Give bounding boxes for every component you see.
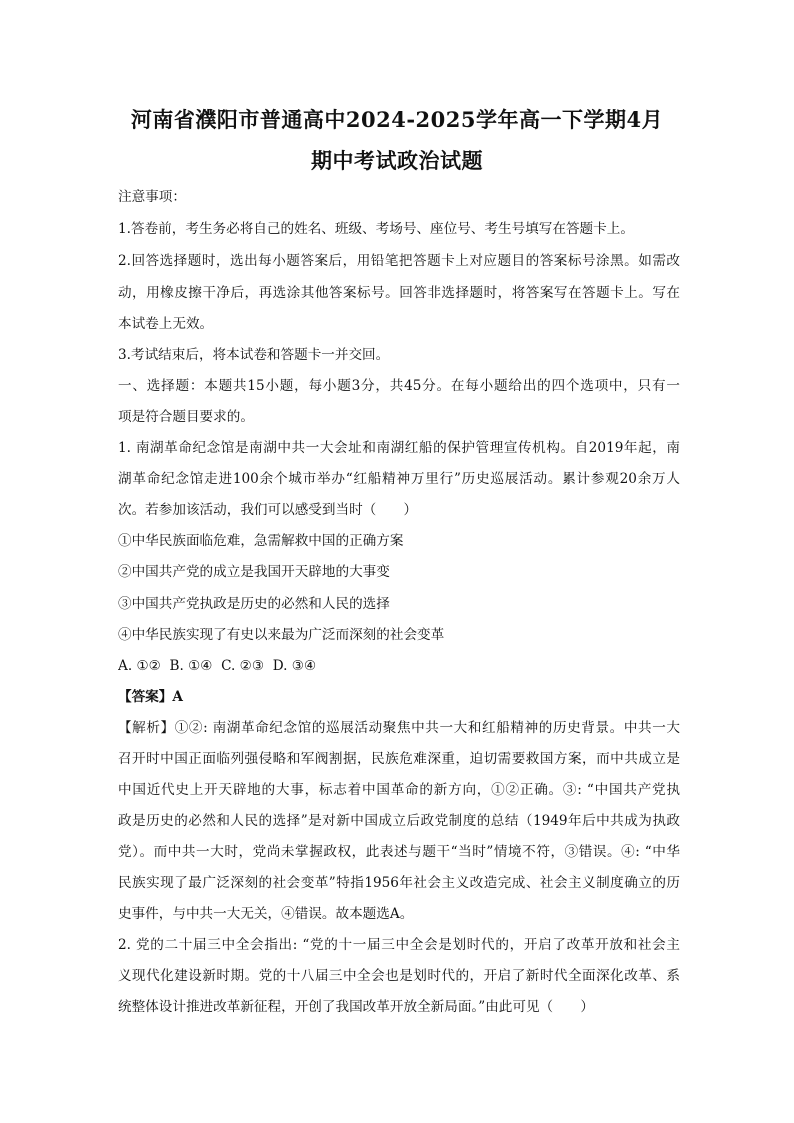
question-1-analysis-line7: 史事件，与中共一大无关，④错误。故本题选A。 — [118, 906, 414, 922]
question-1-choices: A. ①② B. ①④ C. ②③ D. ③④ — [118, 658, 317, 674]
notice-item-2-line2: 动，用橡皮擦干净后，再选涂其他答案标号。回答非选择题时，将答案写在答题卡上。写在 — [118, 285, 680, 301]
exam-title-line1: 河南省濮阳市普通高中2024-2025学年高一下学期4月 — [130, 107, 664, 132]
section-instruction-line2: 项是符合题目要求的。 — [118, 409, 254, 425]
question-1-line1: 1. 南湖革命纪念馆是南湖中共一大会址和南湖红船的保护管理宣传机构。自2019年起，南 — [118, 440, 680, 456]
question-2-line3: 统整体设计推进改革新征程，开创了我国改革开放全新局面。”由此可见（ ） — [118, 999, 594, 1015]
question-1-analysis-line2: 召开时中国正面临列强侵略和军阀割据，民族危难深重，迫切需要救国方案，而中共成立是 — [118, 751, 680, 767]
notice-item-3: 3.考试结束后，将本试卷和答题卡一并交回。 — [118, 347, 390, 363]
question-1-option-4: ④中华民族实现了有史以来最为广泛而深刻的社会变革 — [118, 627, 445, 643]
question-2-line2: 义现代化建设新时期。党的十八届三中全会也是划时代的，开启了新时代全面深化改革、系 — [118, 968, 680, 984]
question-2-line1: 2. 党的二十届三中全会指出: “党的十一届三中全会是划时代的，开启了改革开放和社会主 — [118, 937, 680, 953]
exam-title-line2: 期中考试政治试题 — [311, 148, 483, 173]
question-1-analysis-line5: 党）。而中共一大时，党尚未掌握政权，此表述与题干“当时”情境不符，③错误。④: “中华 — [118, 844, 680, 860]
notice-item-2-line3: 本试卷上无效。 — [118, 316, 214, 332]
question-1-analysis-line6: 民族实现了最广泛深刻的社会变革”特指1956年社会主义改造完成、社会主义制度确立的历 — [118, 875, 680, 891]
question-1-option-2: ②中国共产党的成立是我国开天辟地的大事变 — [118, 564, 390, 580]
question-1-option-3: ③中国共产党执政是历史的必然和人民的选择 — [118, 596, 390, 612]
question-1-line3: 次。若参加该活动，我们可以感受到当时（ ） — [118, 502, 418, 518]
notice-heading: 注意事项： — [118, 189, 186, 205]
question-1-option-1: ①中华民族面临危难，急需解救中国的正确方案 — [118, 533, 404, 549]
question-1-analysis-line3: 中国近代史上开天辟地的大事，标志着中国革命的新方向，①②正确。③: “中国共产党执 — [118, 782, 680, 798]
section-instruction-line1: 一、选择题：本题共15小题，每小题3分，共45分。在每小题给出的四个选项中，只有一 — [118, 378, 680, 394]
question-1-analysis-line4: 政是历史的必然和人民的选择”是对新中国成立后政党制度的总结（1949年后中共成为执政 — [118, 813, 680, 829]
notice-item-1: 1.答卷前，考生务必将自己的姓名、班级、考场号、座位号、考生号填写在答题卡上。 — [118, 221, 634, 237]
question-1-line2: 湖革命纪念馆走进100余个城市举办“红船精神万里行”历史巡展活动。累计参观20余万人 — [118, 471, 680, 487]
notice-item-2-line1: 2.回答选择题时，选出每小题答案后，用铅笔把答题卡上对应题目的答案标号涂黑。如需改 — [118, 253, 680, 269]
question-1-analysis-line1: 【解析】①②: 南湖革命纪念馆的巡展活动聚焦中共一大和红船精神的历史背景。中共一大 — [118, 720, 680, 736]
question-1-answer: 【答案】A — [118, 689, 183, 705]
